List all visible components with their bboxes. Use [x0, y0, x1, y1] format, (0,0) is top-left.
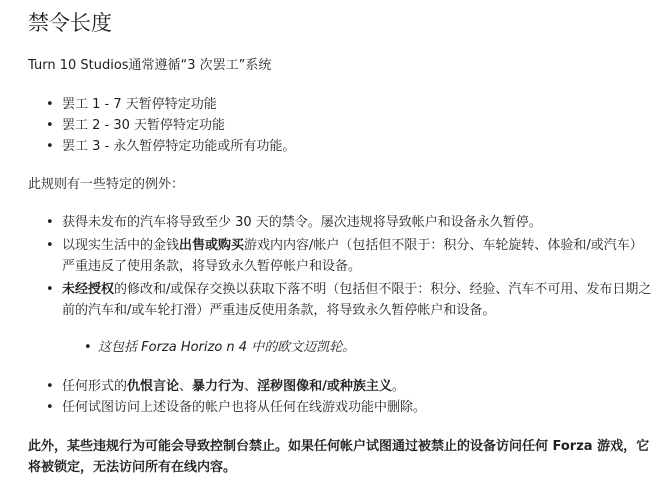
list-item — [28, 136, 628, 157]
rule-2-text: 任何试图访问上述设备的帐户也将从任何在线游戏功能中删除。 — [62, 400, 427, 415]
exceptions-list — [28, 212, 653, 323]
strike-1-text: 罢工 1 - 7 天暂停特定功能 — [62, 97, 217, 112]
exception-2-text — [28, 235, 653, 277]
rule-1-bold-4: 种族主义 — [339, 379, 392, 394]
sub-note-text: 这包括 Forza Horizo n 4 中的欧文迈凯轮。 — [98, 340, 356, 355]
intro-text: Turn 10 Studios通常遵循“3 次罢工”系统 — [28, 58, 272, 73]
bullet-icon: • — [46, 282, 54, 297]
rule-1-sep-3: 和/或 — [309, 379, 340, 394]
strike-list — [28, 94, 628, 157]
exception-2-bold: 出售或购买 — [179, 238, 245, 253]
rule-1-sep-2: 、 — [244, 379, 258, 394]
closing-note: 此外，某些违规行为可能会导致控制台禁止。如果任何帐户试图通过被禁止的设备访问任何 Forza 游戏，它将被锁定，无法访问所有在线内容。 — [28, 439, 650, 475]
bullet-icon: • — [46, 139, 54, 154]
exception-2-pre: 以现实生活中的金钱 — [62, 238, 180, 253]
bullet-icon: • — [46, 118, 54, 133]
bullet-icon: • — [46, 400, 54, 415]
rule-1-bold-1: 仇恨言论 — [127, 379, 180, 394]
rule-1-bold-3: 淫秽图像 — [257, 379, 310, 394]
bullet-icon: • — [46, 97, 54, 112]
exception-3-text — [28, 279, 653, 321]
rule-1-post: 。 — [391, 379, 405, 394]
bullet-icon: • — [46, 379, 54, 394]
exception-3-bold: 未经授权 — [62, 282, 115, 297]
list-item — [28, 235, 653, 277]
bullet-icon: • — [84, 340, 92, 355]
list-item — [28, 397, 648, 418]
list-item — [28, 376, 648, 397]
rule-1-sep-1: 、 — [179, 379, 193, 394]
rule-1-bold-2: 暴力行为 — [192, 379, 245, 394]
other-rules-list — [28, 376, 648, 418]
strike-2-text: 罢工 2 - 30 天暂停特定功能 — [62, 118, 226, 133]
strike-3-text: 罢工 3 - 永久暂停特定功能或所有功能。 — [62, 139, 296, 154]
list-item — [28, 115, 628, 136]
list-item — [28, 212, 653, 233]
bullet-icon: • — [46, 215, 54, 230]
list-item — [28, 94, 628, 115]
rule-1-text — [28, 376, 648, 397]
list-item — [28, 338, 628, 358]
bullet-icon: • — [46, 238, 54, 253]
exception-3-post: 的修改和/或保存交换以获取下落不明（包括但不限于：积分、经验、汽车不可用、发布日期之前的汽车和/或车轮打滑）严重违反使用条款，将导致永久暂停帐户和设备。 — [62, 282, 652, 318]
list-item — [28, 279, 653, 321]
page-title: 禁令长度 — [28, 11, 112, 35]
sub-list — [28, 338, 628, 358]
exceptions-intro: 此规则有一些特定的例外： — [28, 177, 185, 192]
rule-1-pre: 任何形式的 — [62, 379, 128, 394]
exception-1-text: 获得未发布的汽车将导致至少 30 天的禁令。屡次违规将导致帐户和设备永久暂停。 — [62, 215, 542, 230]
exception-2-post: 游戏内内容/帐户（包括但不限于：积分、车轮旋转、体验和/或汽车）严重违反了使用条款，将导致永久暂停帐户和设备。 — [62, 238, 643, 274]
